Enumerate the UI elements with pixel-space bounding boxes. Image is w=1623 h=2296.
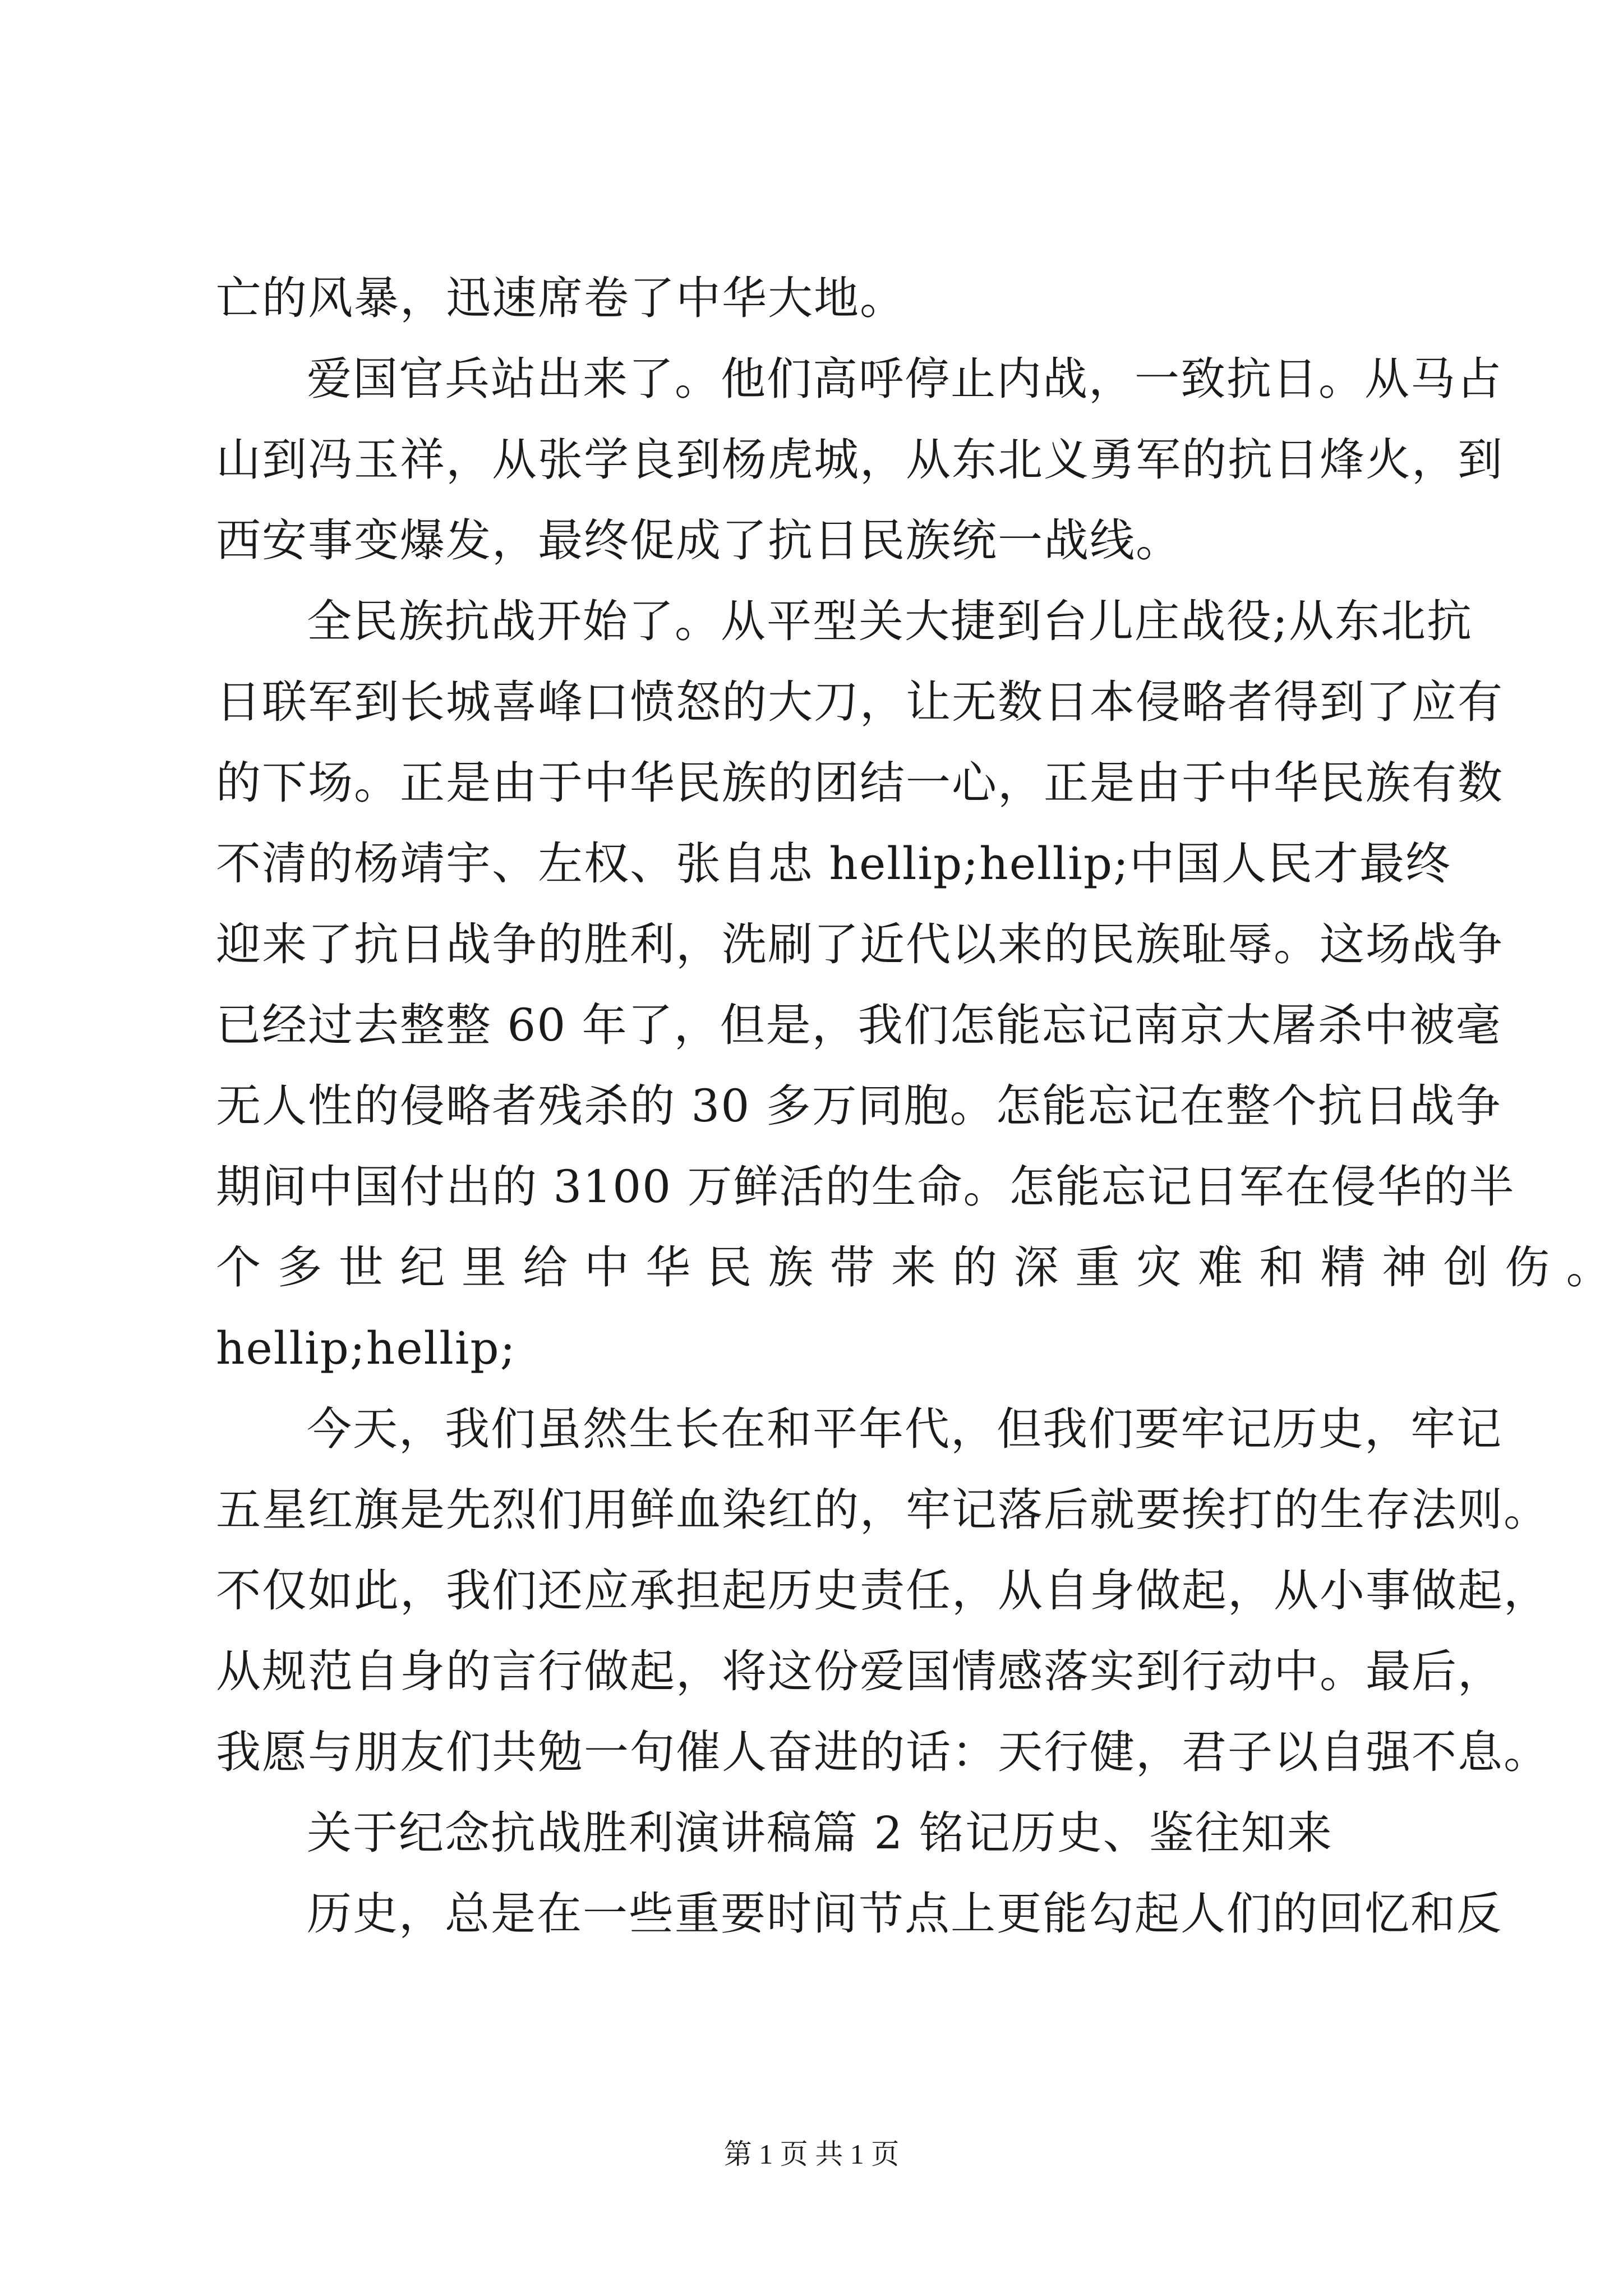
text-line: 迎来了抗日战争的胜利，洗刷了近代以来的民族耻辱。这场战争 — [216, 918, 1504, 970]
text-line: 亡的风暴，迅速席卷了中华大地。 — [216, 272, 906, 324]
text-line: 期间中国付出的 3100 万鲜活的生命。怎能忘记日军在侵华的半 — [216, 1161, 1515, 1213]
text-line: hellip;hellip; — [216, 1322, 517, 1374]
page-number-footer: 第 1 页 共 1 页 — [723, 2138, 900, 2170]
text-line: 不仅如此，我们还应承担起历史责任，从自身做起，从小事做起， — [216, 1565, 1550, 1617]
text-line: 山到冯玉祥，从张学良到杨虎城，从东北义勇军的抗日烽火，到 — [216, 434, 1504, 486]
text-line: 无人性的侵略者残杀的 30 多万同胞。怎能忘记在整个抗日战争 — [216, 1080, 1502, 1132]
paragraph-start-line: 全民族抗战开始了。从平型关大捷到台儿庄战役;从东北抗 — [307, 595, 1473, 647]
text-line: 从规范自身的言行做起，将这份爱国情感落实到行动中。最后， — [216, 1645, 1504, 1697]
text-line: 个 多 世 纪 里 给 中 华 民 族 带 来 的 深 重 灾 难 和 精 神 创 伤 。 — [216, 1241, 1612, 1294]
text-line: 五星红旗是先烈们用鲜血染红的，牢记落后就要挨打的生存法则。 — [216, 1484, 1550, 1536]
paragraph-start-line: 今天，我们虽然生长在和平年代，但我们要牢记历史，牢记 — [307, 1403, 1502, 1455]
text-line: 我愿与朋友们共勉一句催人奋进的话：天行健，君子以自强不息。 — [216, 1726, 1550, 1778]
paragraph-start-line: 爱国官兵站出来了。他们高呼停止内战，一致抗日。从马占 — [307, 353, 1502, 405]
section-heading-line: 关于纪念抗战胜利演讲稿篇 2 铭记历史、鉴往知来 — [307, 1807, 1333, 1859]
text-line: 的下场。正是由于中华民族的团结一心，正是由于中华民族有数 — [216, 757, 1504, 809]
text-line: 西安事变爆发，最终促成了抗日民族统一战线。 — [216, 514, 1182, 567]
text-line: 已经过去整整 60 年了，但是，我们怎能忘记南京大屠杀中被毫 — [216, 999, 1502, 1051]
text-line: 日联军到长城喜峰口愤怒的大刀，让无数日本侵略者得到了应有 — [216, 676, 1504, 728]
document-body — [216, 258, 1612, 1954]
text-line: 不清的杨靖宇、左权、张自忠 hellip;hellip;中国人民才最终 — [216, 838, 1452, 890]
paragraph-start-line: 历史，总是在一些重要时间节点上更能勾起人们的回忆和反 — [307, 1888, 1502, 1940]
